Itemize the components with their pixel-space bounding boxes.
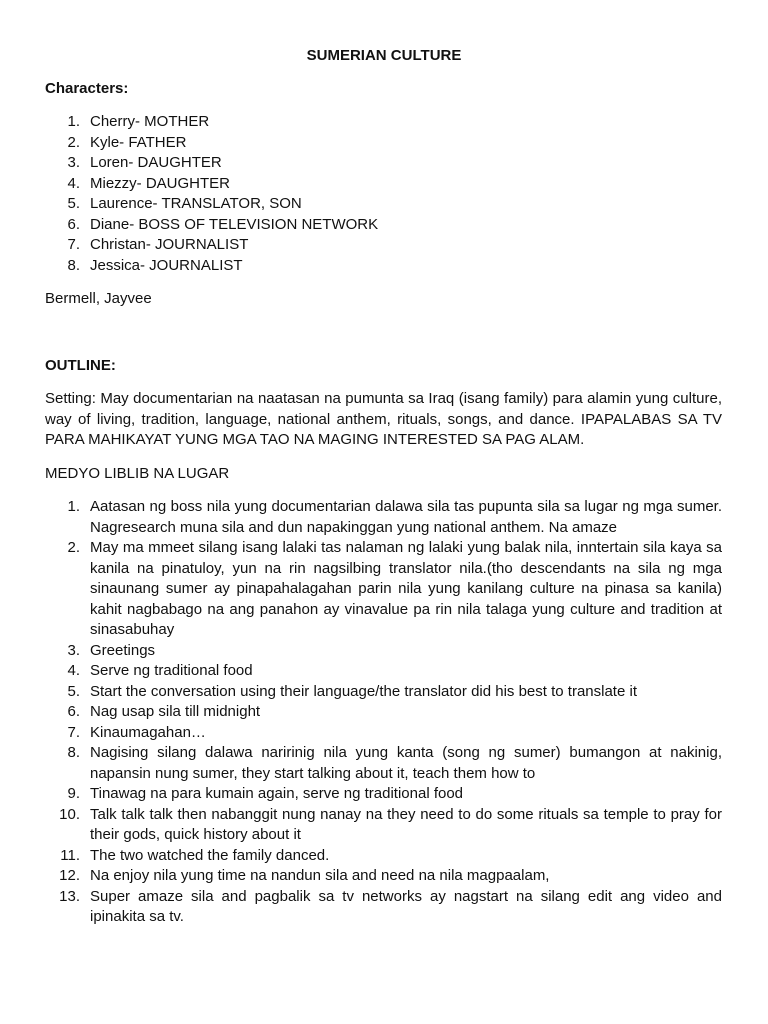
list-item: 3. Greetings (67, 641, 156, 659)
list-item: 12. Na enjoy nila yung time na nandun sila and need na nila magpaalam, (59, 867, 550, 884)
outline-section (45, 356, 722, 377)
list-item: 4. Miezzy- DAUGHTER (67, 174, 231, 192)
list-item: 6. Nag usap sila till midnight (67, 703, 261, 720)
list-item: 2. May ma mmeet silang isang lalaki tas nalaman ng lalaki yung balak nila, inntertain sila kaya sa kanila na pinatuloy, yun na rin nagsilbing translator nila.(tho descendants na sila ng mga sinaunang sumer ay pinapahalagahan parin nila yung kanilang culture na pinasa sa kanila) kahit nagbabago na ang panahon ay vinavalue pa rin nila talaga yung culture and tradition at sinasabuhay (67, 539, 722, 638)
list-item: 7. Kinaumagahan… (67, 723, 206, 741)
list-item: 10. Talk talk talk then nabanggit nung nanay na they need to do some rituals sa temple to pray for their gods, quick history about it (59, 805, 722, 843)
list-item: 8. Jessica- JOURNALIST (67, 256, 243, 274)
list-item: 2. Kyle- FATHER (67, 133, 187, 151)
list-item: 9. Tinawag na para kumain again, serve ng traditional food (67, 785, 464, 802)
page-title: SUMERIAN CULTURE (306, 47, 462, 64)
author-name: Bermell, Jayvee (45, 290, 152, 307)
list-item: 5. Laurence- TRANSLATOR, SON (67, 195, 302, 212)
outline-list (45, 497, 722, 928)
list-item: 4. Serve ng traditional food (67, 662, 253, 679)
characters-list-block (45, 112, 722, 276)
characters-label: Characters: (45, 80, 129, 97)
list-item: 13. Super amaze sila and pagbalik sa tv networks ay nagstart na silang edit ang video and ipinakita sa tv. (59, 887, 722, 925)
list-item: 7. Christan- JOURNALIST (67, 236, 249, 253)
characters-section (45, 79, 722, 100)
outline-list-block (45, 497, 722, 928)
setting-paragraph: Setting: May documentarian na naatasan na pumunta sa Iraq (isang family) para alamin yung culture, way of living, tradition, language, national anthem, rituals, songs, and dance. IPAPALABAS SA TV PARA MAHIKAYAT YUNG MGA TAO NA MAGING INTERESTED SA PAG ALAM. (45, 390, 722, 448)
outline-label: OUTLINE: (45, 357, 116, 374)
setting-block (45, 389, 722, 451)
list-item: 3. Loren- DAUGHTER (67, 154, 222, 171)
list-item: 5. Start the conversation using their language/the translator did his best to translate it (67, 682, 637, 700)
characters-list (45, 112, 722, 276)
list-item: 8. Nagising silang dalawa naririnig nila yung kanta (song ng sumer) bumangon at nakinig, napansin nung sumer, they start talking about it, teach them how to (67, 744, 722, 782)
author-block (45, 289, 722, 310)
list-item: 1. Aatasan ng boss nila yung documentarian dalawa sila tas pupunta sila sa lugar ng mga sumer. Nagresearch muna sila and dun napakinggan yung national anthem. Na amaze (67, 498, 722, 536)
list-item: 1. Cherry- MOTHER (67, 113, 210, 130)
list-item: 6. Diane- BOSS OF TELEVISION NETWORK (67, 215, 379, 233)
location-text: MEDYO LIBLIB NA LUGAR (45, 465, 230, 482)
location-block (45, 464, 722, 485)
list-item: 11. The two watched the family danced. (60, 846, 330, 864)
